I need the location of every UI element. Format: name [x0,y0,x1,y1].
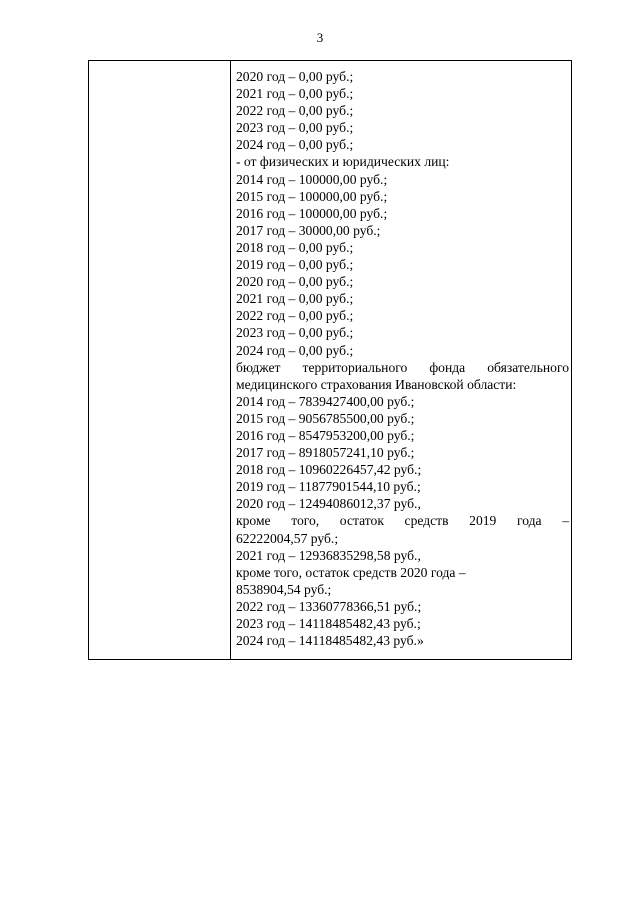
table-line: 2022 год – 0,00 руб.; [236,103,354,119]
table-line: бюджет территориального фонда обязательного [236,359,569,375]
table-line: 2014 год – 100000,00 руб.; [236,171,388,187]
funding-table [88,60,572,660]
table-line: 2020 год – 0,00 руб.; [236,274,354,290]
page-number: 3 [316,30,324,45]
table-line: медицинского страхования Ивановской области: [236,376,517,392]
table-right-cell [236,68,569,649]
table-line: 2022 год – 13360778366,51 руб.; [236,598,422,614]
table-line: 62222004,57 руб.; [236,530,339,546]
table-line: 2024 год – 0,00 руб.; [236,342,354,358]
table-line: 2014 год – 7839427400,00 руб.; [236,393,415,409]
table-line: 2021 год – 12936835298,58 руб., [236,547,421,563]
table-line: 2020 год – 0,00 руб.; [236,69,354,84]
table-line: 2016 год – 8547953200,00 руб.; [236,427,415,443]
table-line: 2018 год – 0,00 руб.; [236,239,354,255]
table-line: 2019 год – 0,00 руб.; [236,257,354,273]
table-line: 2020 год – 12494086012,37 руб., [236,496,421,512]
table-line: 2018 год – 10960226457,42 руб.; [236,462,422,478]
table-line: 2015 год – 9056785500,00 руб.; [236,410,415,426]
table-line: 2023 год – 14118485482,43 руб.; [236,616,421,631]
table-line: 2021 год – 0,00 руб.; [236,291,354,307]
table-line: 2023 год – 0,00 руб.; [236,120,354,136]
table-line: - от физических и юридических лиц: [236,154,450,170]
table-line: 2024 год – 0,00 руб.; [236,137,354,153]
table-line: 8538904,54 руб.; [236,581,332,597]
table-line: 2015 год – 100000,00 руб.; [236,188,388,204]
table-line: 2023 год – 0,00 руб.; [236,325,354,341]
table-line: 2022 год – 0,00 руб.; [236,308,354,324]
table-line: 2017 год – 30000,00 руб.; [236,222,381,238]
table-line: кроме того, остаток средств 2020 года – [236,564,466,580]
table-line: 2019 год – 11877901544,10 руб.; [236,479,421,495]
table-line: 2024 год – 14118485482,43 руб.» [236,633,424,649]
table-line: 2021 год – 0,00 руб.; [236,86,354,102]
table-line: кроме того, остаток средств 2019 года – [236,513,569,529]
table-line: 2017 год – 8918057241,10 руб.; [236,445,415,461]
table-line: 2016 год – 100000,00 руб.; [236,205,388,221]
table-left-cell [89,61,231,659]
